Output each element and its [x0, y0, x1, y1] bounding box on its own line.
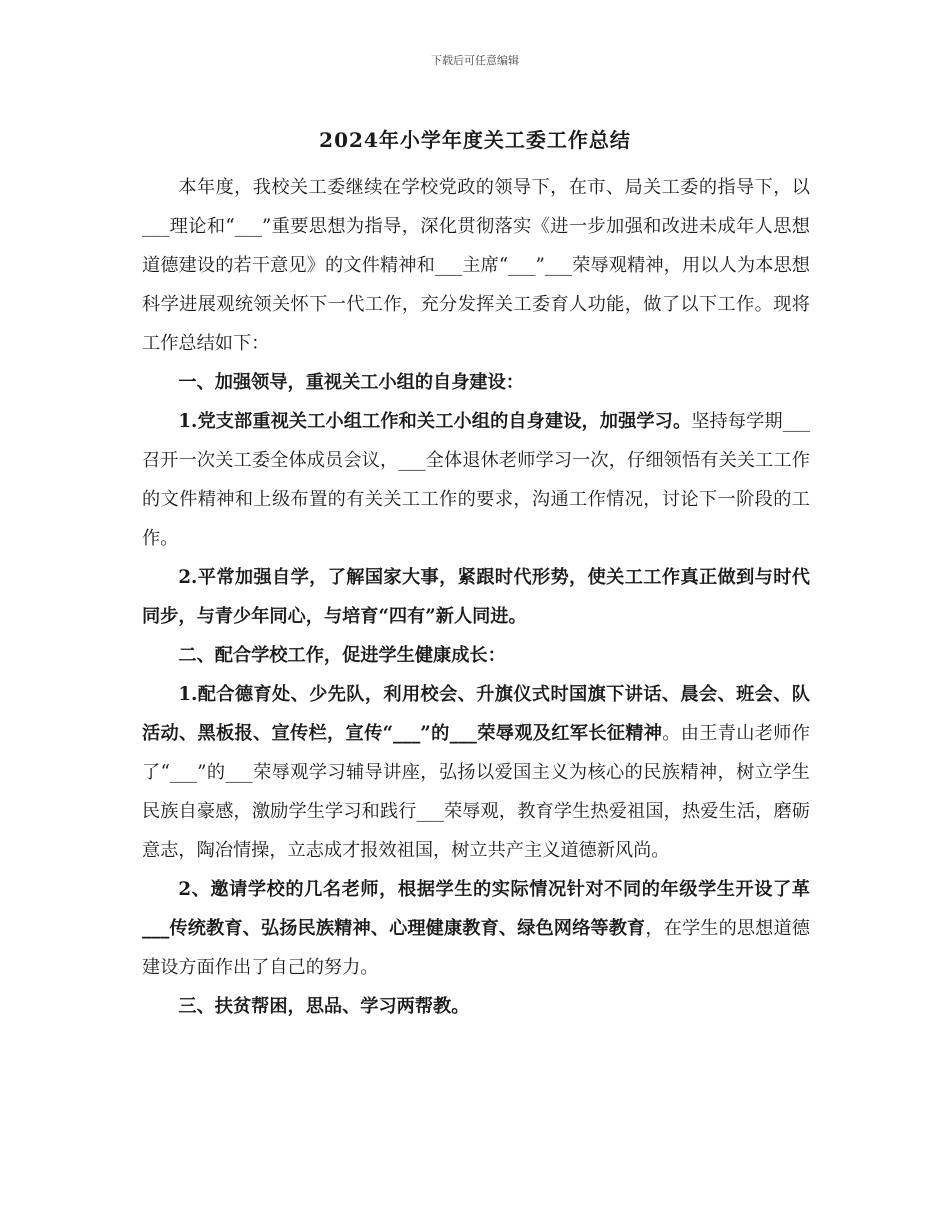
paragraph-2-2-lead: 2、邀请学校的几名老师，根据学生的实际情况针对不同的年级学生开设了革___传统教育、弘扬民族精神、心理健康教育、绿色网络等教育	[142, 879, 810, 939]
paragraph-1-1-text: 坚持每学期___召开一次关工委全体成员会议，___全体退休老师学习一次，仔细领悟有关关工工作的文件精神和上级布置的有关关工工作的要求，沟通工作情况，讨论下一阶段的工作。	[142, 411, 810, 549]
intro-paragraph: 本年度，我校关工委继续在学校党政的领导下，在市、局关工委的指导下，以___理论和“___”重要思想为指导，深化贯彻落实《进一步加强和改进未成年人思想道德建设的若干意见》的文件精神和___主席“___”___荣辱观精神，用以人为本思想科学进展观统领关怀下一代工作，充分发挥关工委育人功能，做了以下工作。现将工作总结如下：	[142, 177, 810, 354]
section-heading-3: 三、扶贫帮困，思品、学习两帮教。	[178, 996, 470, 1017]
document-body	[142, 168, 810, 1026]
paragraph-1-1	[142, 402, 810, 558]
paragraph-2-1-lead: 1.配合德育处、少先队，利用校会、升旗仪式时国旗下讲话、晨会、班会、队活动、黑板报、宣传栏，宣传“___”的___荣辱观及红军长征精神	[142, 684, 810, 744]
paragraph-2-2-text: ，在学生的思想道德建设方面作出了自己的努力。	[142, 918, 810, 978]
section-heading-1: 一、加强领导，重视关工小组的自身建设：	[178, 372, 524, 393]
paragraph-1-1-lead: 1.党支部重视关工小组工作和关工小组的自身建设，加强学习。	[178, 411, 692, 432]
paragraph-2-2	[142, 870, 810, 987]
header-note: 下载后可任意编辑	[431, 54, 519, 67]
paragraph-1-2: 2.平常加强自学，了解国家大事，紧跟时代形势，使关工工作真正做到与时代同步，与青少年同心，与培育“四有”新人同进。	[142, 567, 810, 627]
paragraph-2-1-text: 。由王青山老师作了“___”的___荣辱观学习辅导讲座，弘扬以爱国主义为核心的民族精神，树立学生民族自豪感，激励学生学习和践行___荣辱观，教育学生热爱祖国，热爱生活，磨砺意志，陶冶情操，立志成才报效祖国，树立共产主义道德新风尚。	[142, 723, 810, 861]
section-heading-2: 二、配合学校工作，促进学生健康成长：	[178, 645, 506, 666]
document-title: 2024年小学年度关工委工作总结	[319, 128, 631, 152]
paragraph-2-1	[142, 675, 810, 870]
